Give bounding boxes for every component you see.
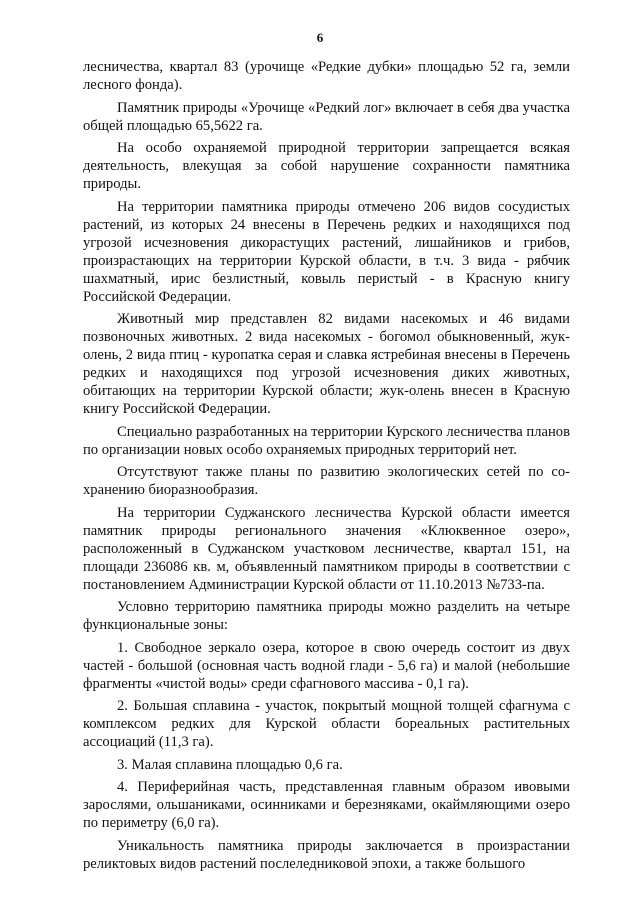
list-item: 1. Свободное зеркало озера, которое в свою очередь состоит из двух частей - большой (основная часть водной глади - 5,6 га) и малой (небольшие фрагменты «чистой воды» среди сфагнового массива - 0,1 га). — [83, 639, 570, 692]
page-number: 6 — [316, 30, 324, 45]
document-body — [83, 58, 570, 873]
paragraph: Специально разработанных на территории Курского лесничества планов по организации новых особо охраняемых природных территорий нет. — [83, 423, 570, 458]
paragraph: Уникальность памятника природы заключается в произрастании реликтовых видов растений послеледниковой эпохи, а также большого — [83, 837, 570, 872]
paragraph: Животный мир представлен 82 видами насекомых и 46 видами позвоночных животных. 2 вида насекомых - богомол обыкновенный, жук-олень, 2 вида птиц - куропатка серая и славка ястребиная внесены в Перечень редких и находящихся под угрозой исчезновения диких животных, обитающих на территории Курской области; жук-олень внесен в Красную книгу Российской Федерации. — [83, 311, 570, 417]
paragraph: На территории Суджанского лесничества Курской области имеется памятник природы регионального значения «Клюквенное озеро», расположенный в Суджанском участковом лесничестве, квартал 151, на площади 236086 кв. м, объявленный памятником природы в соответствии с постановлением Администрации Курской области от 11.10.2013 №733-па. — [83, 504, 570, 593]
paragraph: Отсутствуют также планы по развитию экологических сетей по со-хранению биоразнообразия. — [83, 464, 570, 498]
list-item: 4. Периферийная часть, представленная главным образом ивовыми зарослями, ольшаниками, осинниками и березняками, окаймляющими озеро по периметру (6,0 га). — [83, 779, 570, 831]
paragraph: Памятник природы «Урочище «Редкий лог» включает в себя два участка общей площадью 65,5622 га. — [83, 99, 570, 134]
paragraph: На территории памятника природы отмечено 206 видов сосудистых растений, из которых 24 внесены в Перечень редких и находящихся под угрозой исчезновения дикорастущих растений, лишайников и грибов, произрастающих на территории Курской области, в т.ч. 3 вида - рябчик шахматный, ирис безлистный, ковыль перистый - в Красную книгу Российской Федерации. — [83, 198, 570, 305]
paragraph: Условно территорию памятника природы можно разделить на четыре функциональные зоны: — [83, 599, 570, 633]
list-item: 2. Большая сплавина - участок, покрытый мощной толщей сфагнума с комплексом редких для Курской области бореальных растительных ассоциаций (11,3 га). — [83, 698, 570, 750]
list-item: 3. Малая сплавина площадью 0,6 га. — [117, 756, 343, 773]
paragraph-continuation: лесничества, квартал 83 (урочище «Редкие дубки» площадью 52 га, земли лесного фонда). — [83, 59, 570, 93]
paragraph: На особо охраняемой природной территории запрещается всякая деятельность, влекущая за собой нарушение сохранности памятника природы. — [83, 140, 570, 192]
